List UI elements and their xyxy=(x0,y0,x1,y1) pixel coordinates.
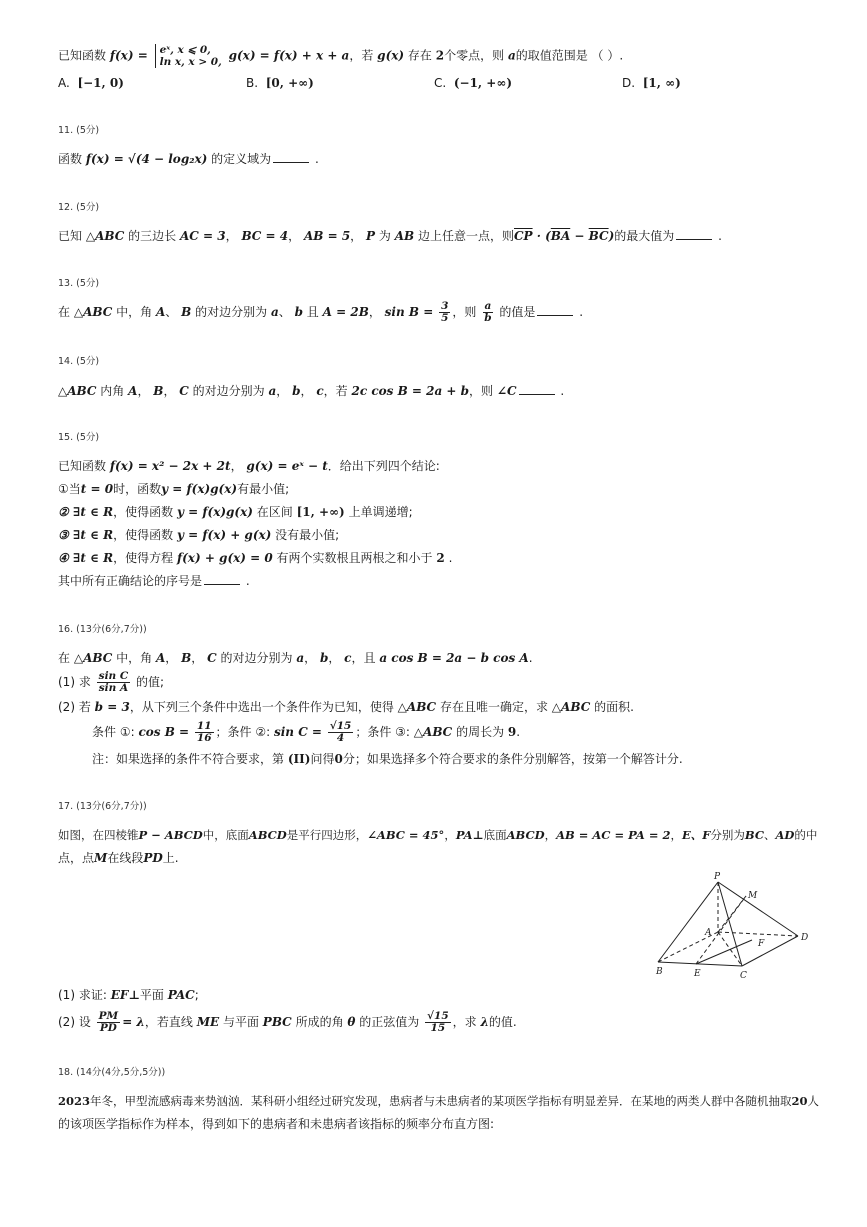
answer-blank xyxy=(519,384,555,395)
q16-part-2: (2) 若 b = 3，从下列三个条件中选出一个条件作为已知，使得 △ABC 存在且唯一确定，求 △ABC 的面积. xyxy=(58,700,634,714)
fraction: $\frac{a}{b}$ xyxy=(484,300,492,324)
fraction: $\frac{11}{16}$ xyxy=(196,720,212,744)
q15-conclusion-3: ③ ∃t ∈ R，使得函数 y = f(x) + g(x) 没有最小值; xyxy=(58,528,340,542)
label-e: E xyxy=(694,969,701,979)
answer-blank xyxy=(537,305,573,316)
fraction: $\frac{√15}{4}$ xyxy=(329,720,352,744)
edge-pb xyxy=(658,882,718,962)
q12-stem: 已知 △ABC 的三边长 AC = 3， BC = 4， AB = 5， P 为 AB 边上任意一点，则$\overline{CP} \cdot (\overline{BA} - \overline{BC})$的最大值为 . xyxy=(58,229,722,243)
label-d: D xyxy=(801,933,809,943)
piecewise-brace: eˣ, x ⩽ 0, ln x, x > 0, xyxy=(155,44,222,68)
q11-stem: 函数 f(x) = √(4 − log₂x) 的定义域为 . xyxy=(58,152,319,166)
pyramid-figure xyxy=(648,868,820,980)
q15-header: 15. (5分) xyxy=(58,432,100,443)
label-b: B xyxy=(656,967,663,977)
q10-stem: 已知函数 f(x) = eˣ, x ⩽ 0, ln x, x > 0, g(x) = f(x) + x + a，若 g(x) 存在 2个零点，则 a的取值范围是 （ ）. xyxy=(58,44,624,68)
q14-stem: △ABC 内角 A， B， C 的对边分别为 a， b， c，若 2c cos B = 2a + b，则 ∠C . xyxy=(58,384,565,398)
answer-blank xyxy=(676,229,712,240)
fraction: $\frac{PM}{PD}$ xyxy=(98,1010,119,1034)
q11-header: 11. (5分) xyxy=(58,125,100,136)
q10-option-b: B. [0, +∞) xyxy=(246,76,314,90)
answer-blank xyxy=(204,574,240,585)
fraction: $\frac{√15}{15}$ xyxy=(427,1010,449,1034)
q16-header: 16. (13分(6分,7分)) xyxy=(58,624,147,635)
answer-blank xyxy=(273,152,309,163)
q18-stem-line1: 2023年冬，甲型流感病毒来势汹汹．某科研小组经过研究发现，患病者与未患病者的某项医学指标有明显差异．在某地的两类人群中各随机抽取20人 xyxy=(58,1094,820,1108)
q13-header: 13. (5分) xyxy=(58,278,100,289)
q10-option-c: C. (−1, +∞) xyxy=(434,76,513,90)
q15-question: 其中所有正确结论的序号是 . xyxy=(58,574,250,588)
q16-note: 注：如果选择的条件不符合要求，第 (II)问得0分；如果选择多个符合要求的条件分别解答，按第一个解答计分. xyxy=(92,752,683,766)
q10-option-a: A. [−1, 0) xyxy=(58,76,124,90)
q18-header: 18. (14分(4分,5分,5分)) xyxy=(58,1067,166,1078)
label-m: M xyxy=(748,891,758,901)
q15-conclusion-1: ①当t = 0时，函数y = f(x)g(x)有最小值; xyxy=(58,482,290,496)
q15-conclusion-2: ② ∃t ∈ R，使得函数 y = f(x)g(x) 在区间 [1, +∞) 上单调递增; xyxy=(58,505,413,519)
fraction: $\frac{3}{5}$ xyxy=(441,300,449,324)
q17-stem-line1: 如图，在四棱锥P − ABCD中，底面ABCD是平行四边形，∠ABC = 45°，PA⊥底面ABCD，AB = AC = PA = 2，E、F分别为BC、AD的中 xyxy=(58,828,818,842)
edge-am xyxy=(718,896,746,932)
q18-stem-line2: 的该项医学指标作为样本，得到如下的患病者和未患病者该指标的频率分布直方图: xyxy=(58,1117,495,1131)
q17-part-2: (2) 设 $\frac{PM}{PD}$ = λ，若直线 ME 与平面 PBC 所成的角 θ 的正弦值为 $\frac{√15}{15}$ ，求 λ的值. xyxy=(58,1010,517,1034)
edge-ad xyxy=(718,932,798,936)
label-f: F xyxy=(758,939,765,949)
q16-part-1: (1) 求 $\frac{\text{sin C}}{\text{sin A}}$ 的值; xyxy=(58,670,165,694)
q16-stem: 在 △ABC 中，角 A， B， C 的对边分别为 a， b， c，且 a cos B = 2a − b cos A. xyxy=(58,651,533,665)
fraction: $\frac{\text{sin C}}{\text{sin A}}$ xyxy=(98,670,129,694)
q15-intro: 已知函数 f(x) = x² − 2x + 2t， g(x) = eˣ − t．给出下列四个结论: xyxy=(58,459,440,473)
q17-part-1: (1) 求证: EF⊥平面 PAC; xyxy=(58,988,199,1002)
label-a: A xyxy=(705,928,712,938)
label-c: C xyxy=(740,971,747,980)
edge-pd xyxy=(718,882,798,936)
q13-stem: 在 △ABC 中，角 A、 B 的对边分别为 a、 b 且 A = 2B， sin B = $\frac{3}{5}$ ，则 $\frac{a}{b}$ 的值是 . xyxy=(58,300,584,324)
label-p: P xyxy=(714,872,721,882)
q15-conclusion-4: ④ ∃t ∈ R，使得方程 f(x) + g(x) = 0 有两个实数根且两根之和小于 2 . xyxy=(58,551,453,565)
q10-option-d: D. [1, ∞) xyxy=(622,76,681,90)
q14-header: 14. (5分) xyxy=(58,356,100,367)
q16-conditions: 条件 ①: cos B = $\frac{11}{16}$ ；条件 ②: sin C = $\frac{√15}{4}$ ；条件 ③: △ABC 的周长为 9. xyxy=(92,720,521,744)
q12-header: 12. (5分) xyxy=(58,202,100,213)
q17-stem-line2: 点，点M在线段PD上. xyxy=(58,851,179,865)
q17-header: 17. (13分(6分,7分)) xyxy=(58,801,147,812)
